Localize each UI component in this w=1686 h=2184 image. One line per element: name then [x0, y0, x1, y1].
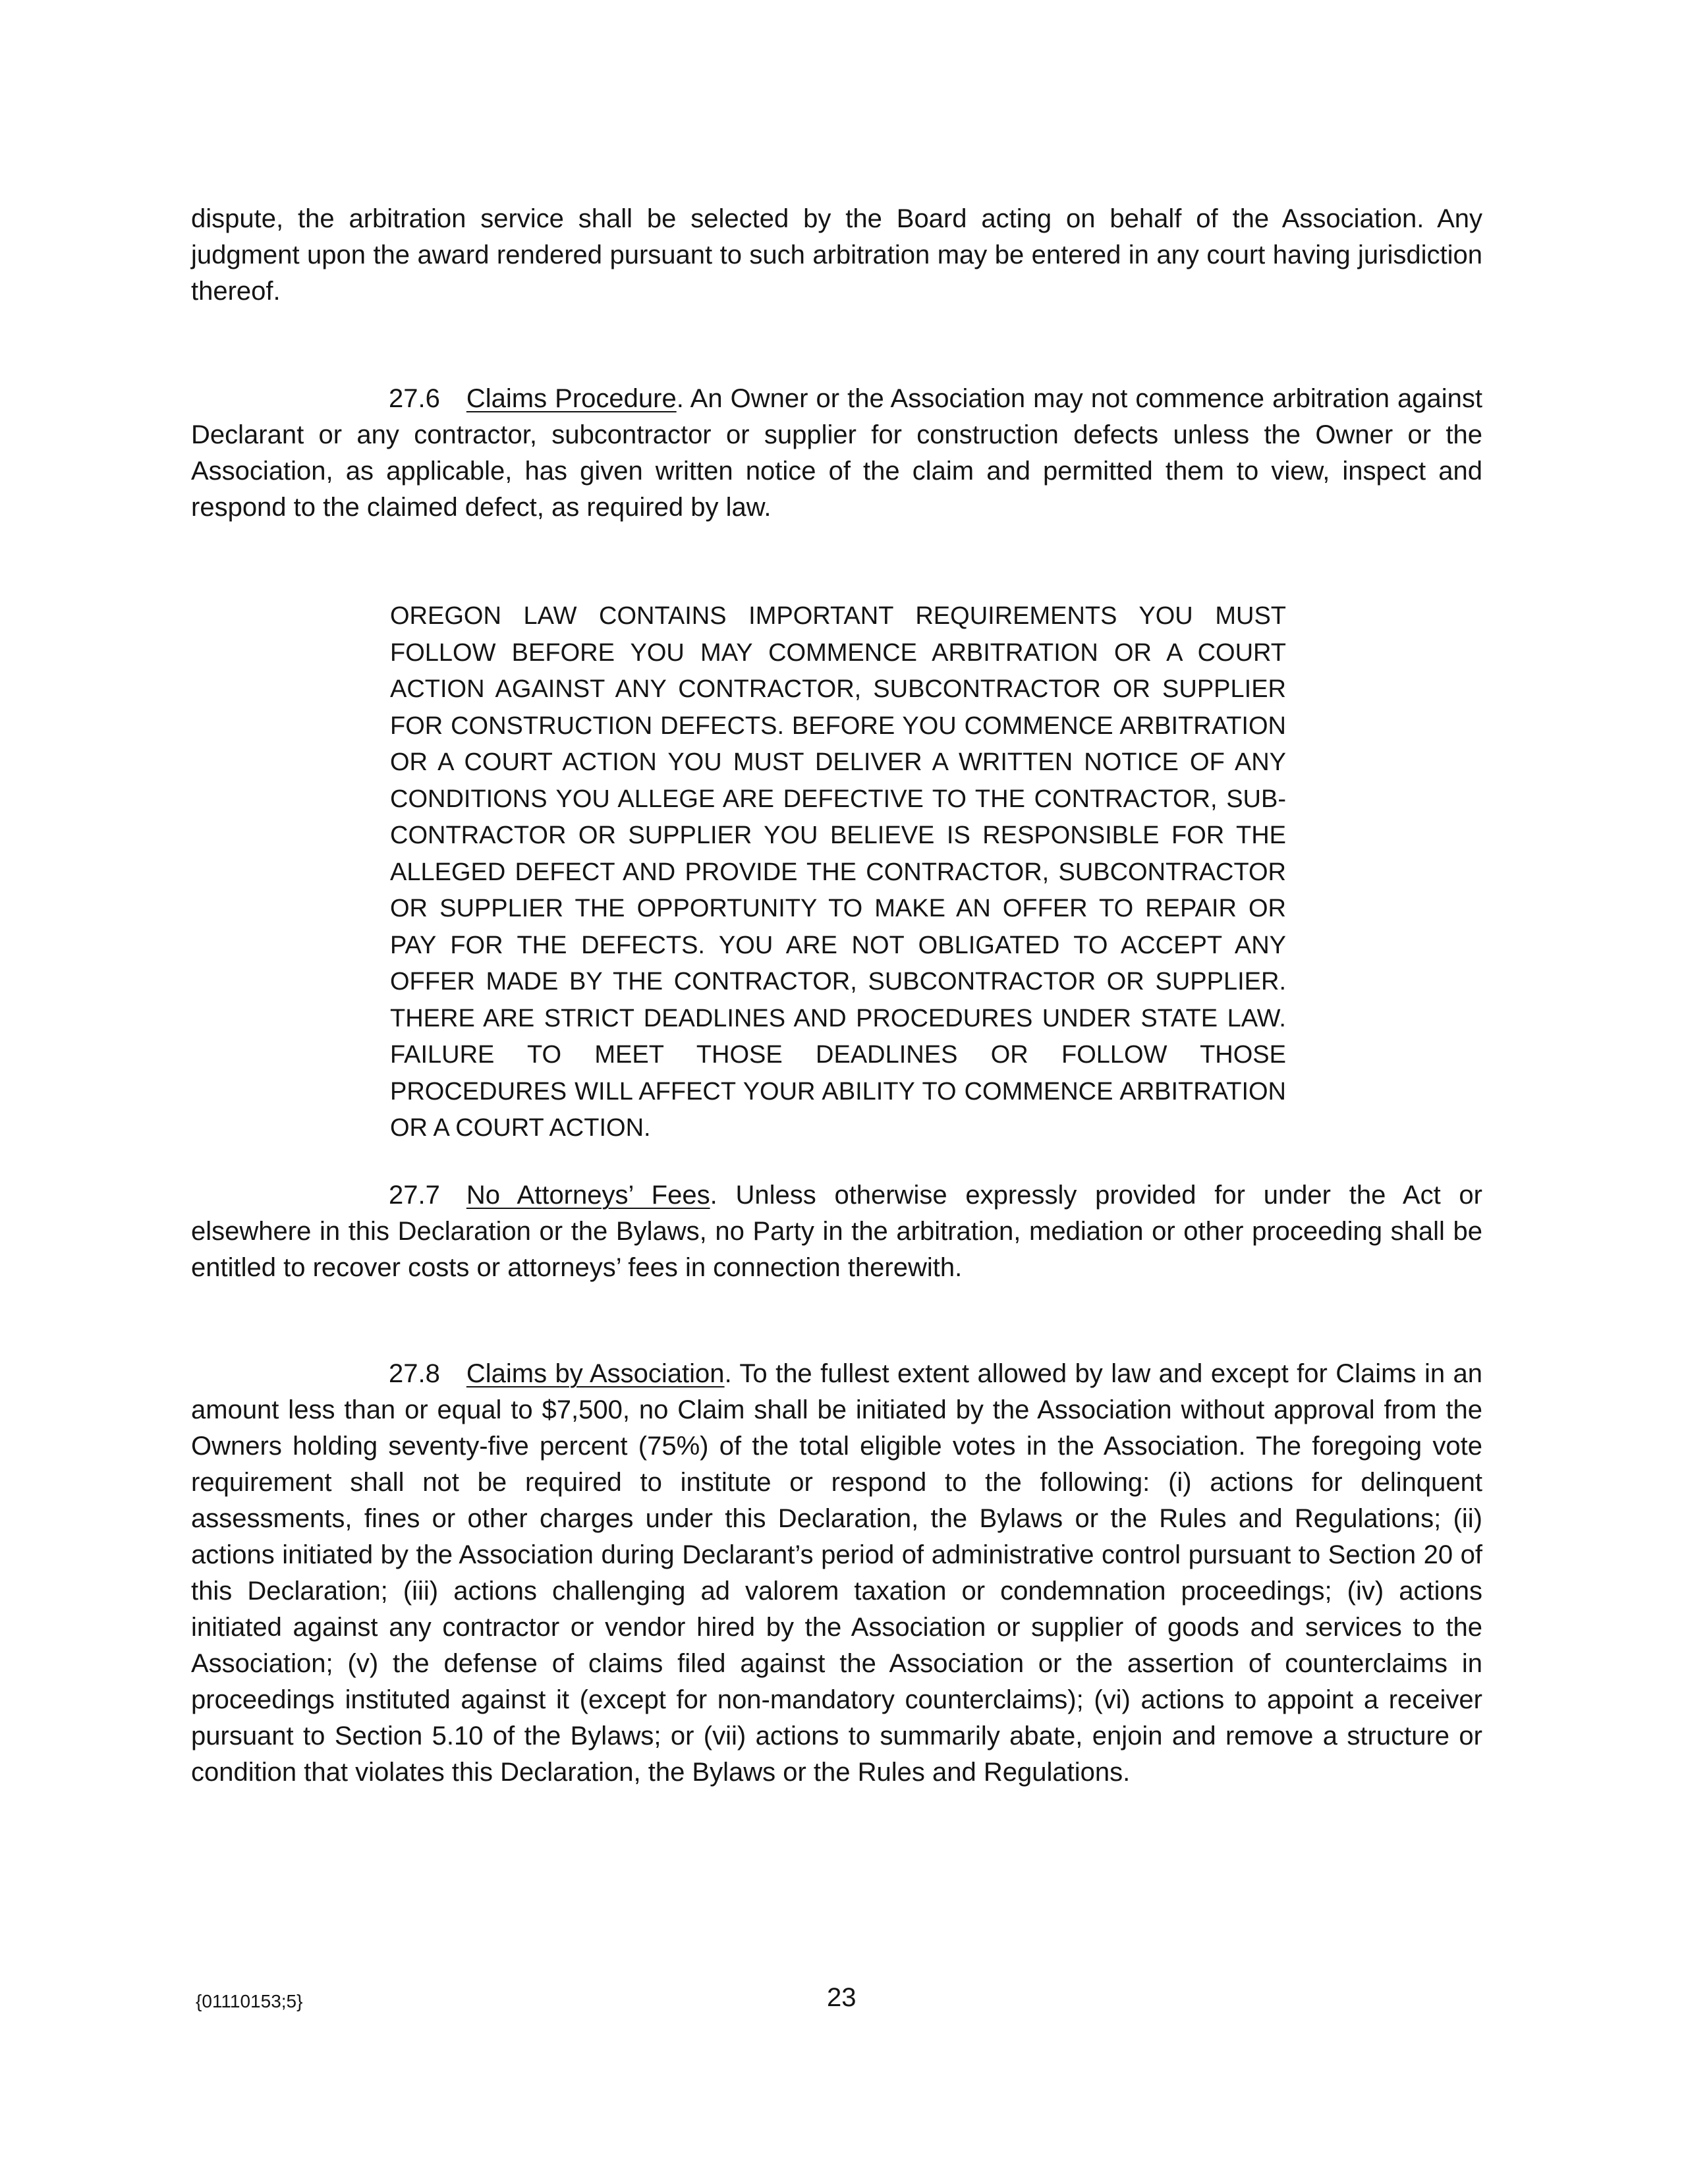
- section-title: Claims Procedure: [466, 384, 677, 413]
- section-27-8: [191, 1356, 1482, 1791]
- section-body: . An Owner or the Association may not commence arbitration against Declarant or any contractor, subcontractor or supplier for construction defects unless the Owner or the Association, as applicable, has given written notice of the claim and permitted them to view, inspect and respond to the claimed defect, as required by law.: [191, 384, 1482, 522]
- oregon-law-notice: OREGON LAW CONTAINS IMPORTANT REQUIREMENTS YOU MUST FOLLOW BEFORE YOU MAY COMMENCE ARBITRATION OR A COURT ACTION AGAINST ANY CONTRACTOR, SUBCONTRACTOR OR SUPPLIER FOR CONSTRUCTION DEFECTS. BEFORE YOU COMMENCE ARBITRATION OR A COURT ACTION YOU MUST DELIVER A WRITTEN NOTICE OF ANY CONDITIONS YOU ALLEGE ARE DEFECTIVE TO THE CONTRACTOR, SUB-CONTRACTOR OR SUPPLIER YOU BELIEVE IS RESPONSIBLE FOR THE ALLEGED DEFECT AND PROVIDE THE CONTRACTOR, SUBCONTRACTOR OR SUPPLIER THE OPPORTUNITY TO MAKE AN OFFER TO REPAIR OR PAY FOR THE DEFECTS. YOU ARE NOT OBLIGATED TO ACCEPT ANY OFFER MADE BY THE CONTRACTOR, SUBCONTRACTOR OR SUPPLIER. THERE ARE STRICT DEADLINES AND PROCEDURES UNDER STATE LAW. FAILURE TO MEET THOSE DEADLINES OR FOLLOW THOSE PROCEDURES WILL AFFECT YOUR ABILITY TO COMMENCE ARBITRATION OR A COURT ACTION.: [390, 602, 1286, 1142]
- section-number: 27.7: [389, 1181, 440, 1210]
- section-title: Claims by Association: [466, 1359, 725, 1388]
- section-title: No Attorneys’ Fees: [466, 1181, 710, 1210]
- section-27-6: [191, 381, 1482, 526]
- section-number: 27.8: [389, 1359, 440, 1388]
- document-code: {01110153;5}: [196, 1991, 303, 2011]
- section-body: . To the fullest extent allowed by law and except for Claims in an amount less than or equal to $7,500, no Claim shall be initiated by the Association without approval from the Owners holding seventy-five percent (75%) of the total eligible votes in the Association. The foregoing vote requirement shall not be required to institute or respond to the following: (i) actions for delinquent assessments, fines or other charges under this Declaration, the Bylaws or the Rules and Regulations; (ii) actions initiated by the Association during Declarant’s period of administrative control pursuant to Section 20 of this Declaration; (iii) actions challenging ad valorem taxation or condemnation proceedings; (iv) actions initiated against any contractor or vendor hired by the Association or supplier of goods and services to the Association; (v) the defense of claims filed against the Association or the assertion of counterclaims in proceedings instituted against it (except for non-mandatory counterclaims); (vi) actions to appoint a receiver pursuant to Section 5.10 of the Bylaws; or (vii) actions to summarily abate, enjoin and remove a structure or condition that violates this Declaration, the Bylaws or the Rules and Regulations.: [191, 1359, 1483, 1787]
- section-27-7: [191, 1177, 1482, 1286]
- section-number: 27.6: [389, 384, 440, 413]
- section-body: . Unless otherwise expressly provided for under the Act or elsewhere in this Declaration or the Bylaws, no Party in the arbitration, mediation or other proceeding shall be entitled to recover costs or attorneys’ fees in connection therewith.: [191, 1181, 1482, 1282]
- intro-paragraph: dispute, the arbitration service shall be selected by the Board acting on behalf of the Association. Any judgment upon the award rendered pursuant to such arbitration may be entered in any court having jurisdiction thereof.: [191, 204, 1482, 306]
- page-number: 23: [827, 1983, 857, 2012]
